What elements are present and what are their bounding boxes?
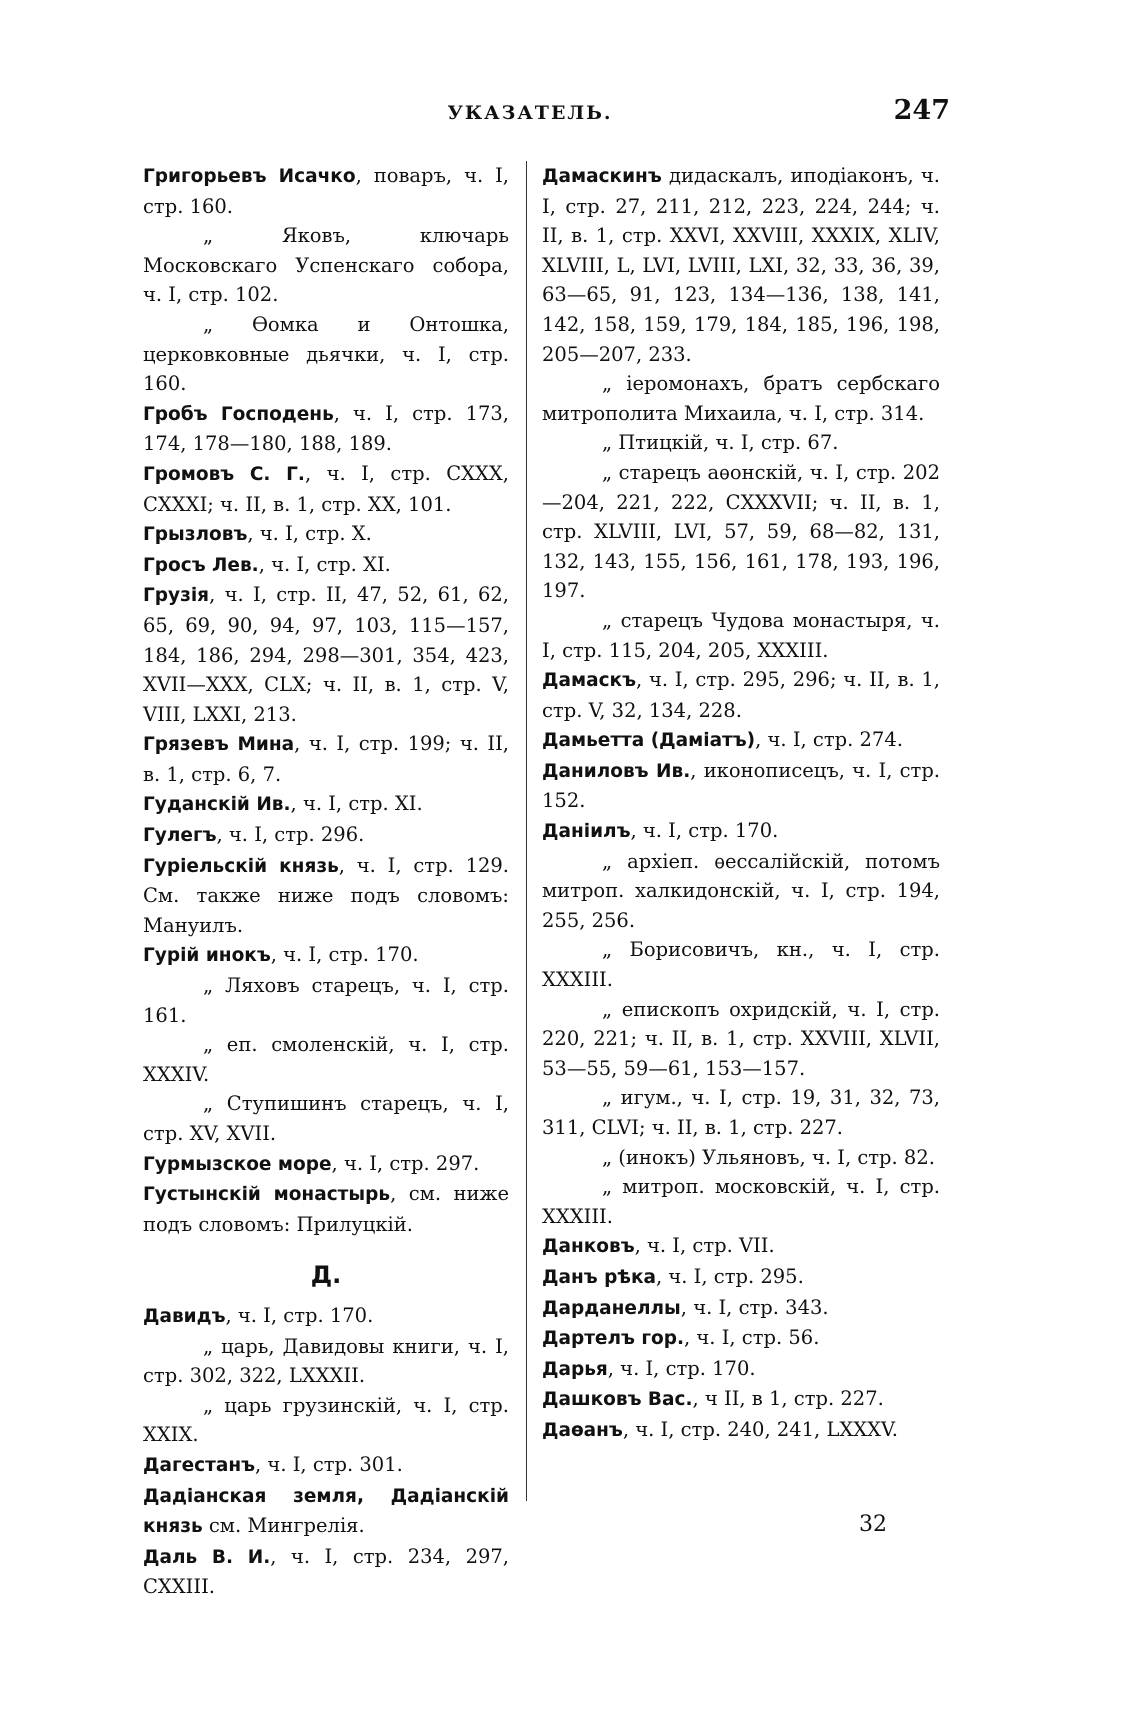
entry-headword: Гуданскій Ив. [143, 794, 291, 816]
entry-references: „ царь, Давидовы книги, ч. I, стр. 302, 322, LXXXII. [143, 1334, 509, 1388]
entry-references: „ еп. смоленскій, ч. I, стр. XXXIV. [143, 1033, 509, 1086]
entry-references: , ч. I, стр. 240, 241, LXXXV. [622, 1417, 898, 1441]
entry-references: „ царь грузинскій, ч. I, стр. XXIX. [143, 1393, 509, 1447]
index-entry [542, 1293, 940, 1324]
index-entry [542, 995, 940, 1084]
index-entry [542, 606, 940, 665]
index-entry [143, 820, 509, 851]
index-entry [542, 1231, 940, 1262]
entry-headword: Гурій инокъ [143, 945, 271, 967]
entry-headword: Данковъ [542, 1236, 635, 1258]
index-entry [143, 1089, 509, 1148]
right-entries [542, 161, 940, 1446]
entry-headword: Гросъ Лев. [143, 554, 259, 576]
index-entry [143, 1149, 509, 1180]
entry-references: , ч. I, стр. XI. [290, 792, 423, 816]
entry-references: , ч. I, стр. 295, 296; ч. II, в. 1, стр. V, 32, 134, 228. [542, 668, 940, 722]
entry-references: „ Яковъ, ключарь Московскаго Успенскаго собора, ч. I, стр. 102. [143, 224, 509, 307]
index-entry [143, 1332, 509, 1391]
entry-references: , ч. I, стр. 129. См. также ниже подъ словомъ: Мануилъ. [143, 853, 509, 937]
entry-headword: Дамаскинъ [542, 166, 662, 187]
index-entry [542, 847, 940, 936]
index-entry [143, 221, 509, 310]
entry-references: , поваръ, ч. I, стр. 160. [143, 164, 510, 218]
index-entry [143, 310, 509, 399]
entry-headword: Гурмызское море [143, 1153, 332, 1175]
index-entry [542, 1083, 940, 1142]
index-entry [143, 1391, 509, 1450]
entry-headword: Гуріельскій князь [143, 855, 339, 877]
entry-headword: Дамьетта (Даміатъ) [542, 730, 756, 752]
index-entry [542, 1172, 940, 1231]
entry-headword: Данъ рѣка [542, 1266, 656, 1288]
index-entry [143, 1030, 509, 1089]
entry-references: „ Өомка и Онтошка, церковковные дьячки, ч. I, стр. 160. [143, 312, 509, 396]
index-entry [542, 1384, 940, 1415]
entry-references: , ч. I, стр. 234, 297, CXXIII. [143, 1544, 509, 1599]
entry-references: , ч. I, стр. 296. [216, 823, 365, 847]
entry-references: „ Птицкій, ч. I, стр. 67. [602, 431, 839, 455]
index-entry [143, 550, 509, 581]
entry-references: , ч. I, стр. VII. [634, 1234, 775, 1258]
right-column [542, 161, 940, 1446]
index-entry [143, 399, 509, 459]
entry-references: „ (инокъ) Ульяновъ, ч. I, стр. 82. [602, 1145, 935, 1169]
entry-references: „ архіеп. ѳессалійскій, потомъ митроп. халкидонскій, ч. I, стр. 194, 255, 256. [542, 849, 940, 932]
index-entry [542, 1323, 940, 1354]
entry-references: „ Ступишинъ старецъ, ч. I, стр. XV, XVII. [143, 1092, 509, 1145]
entry-references: „ митроп. московскій, ч. I, стр. XXXIII. [542, 1175, 940, 1228]
entry-headword: Грузія [143, 585, 210, 607]
index-entry [542, 725, 940, 756]
entry-headword: Даѳанъ [542, 1419, 623, 1441]
entry-references: , ч. I, стр. 343. [680, 1295, 829, 1319]
index-entry [542, 369, 940, 428]
running-title: УКАЗАТЕЛЬ. [447, 102, 613, 124]
entry-headword: Дагестанъ [143, 1454, 256, 1476]
index-entry [143, 1450, 509, 1481]
entry-headword: Давидъ [143, 1305, 226, 1327]
index-entry [143, 459, 509, 519]
entry-references: „ старецъ аѳонскій, ч. I, стр. 202—204, 221, 222, CXXXVII; ч. II, в. 1, стр. XLVIII, LVI, 57, 59, 68—82, 131, 132, 143, 155, 156, 161, 178, 193, 196, 197. [542, 460, 940, 603]
entry-headword: Дарья [542, 1358, 608, 1380]
index-entry [542, 935, 940, 994]
left-entries-d [143, 1301, 509, 1602]
entry-headword: Даніилъ [542, 821, 631, 843]
index-entry [542, 665, 940, 725]
entry-references: , ч. I, стр. II, 47, 52, 61, 62, 65, 69, 90, 94, 97, 103, 115—157, 184, 186, 294, 298—301, 354, 423, XVII—XXX, CLX; ч. II, в. 1, стр. V, VIII, LXXI, 213. [143, 583, 509, 726]
entry-references: , ч. I, стр. 170. [630, 819, 779, 843]
entry-headword: Даль В. И. [143, 1546, 271, 1568]
entry-headword: Грязевъ Мина [143, 734, 295, 756]
index-entry [143, 1542, 509, 1602]
entry-references: , ч. I, стр. 170. [270, 943, 419, 967]
entry-headword: Григорьевъ Исачко [143, 166, 356, 187]
entry-headword: Дадіанская земля, Дадіанскій князь [143, 1485, 509, 1538]
entry-references: „ игум., ч. I, стр. 19, 31, 32, 73, 311, CLVI; ч. II, в. 1, стр. 227. [542, 1086, 940, 1139]
entry-references: , см. ниже подъ словомъ: Прилуцкій. [143, 1182, 509, 1236]
index-entry [542, 1354, 940, 1385]
entry-references: , ч. I, стр. 170. [225, 1303, 374, 1327]
index-entry [143, 1179, 509, 1239]
entry-headword: Дашковъ Вас. [542, 1389, 693, 1411]
entry-headword: Даниловъ Ив. [542, 760, 691, 782]
entry-references: , ч. I, стр. X. [247, 522, 372, 546]
index-entry [542, 1415, 940, 1446]
entry-references: „ епископъ охридскій, ч. I, стр. 220, 221; ч. II, в. 1, стр. XXVIII, XLVII, 53—55, 59—61, 153—157. [542, 997, 940, 1080]
index-entry [143, 851, 509, 941]
index-entry [542, 1262, 940, 1293]
entry-headword: Густынскій монастырь [143, 1184, 391, 1206]
entry-headword: Гулегъ [143, 825, 217, 847]
entry-references: , ч. I, стр. 301. [255, 1452, 403, 1476]
index-entry [143, 971, 509, 1030]
index-entry [143, 789, 509, 820]
section-heading-d: Д. [310, 1261, 342, 1290]
entry-headword: Громовъ С. Г. [143, 463, 305, 485]
entry-references: „ іеромонахъ, братъ сербскаго митрополита Михаила, ч. I, стр. 314. [542, 372, 940, 425]
entry-headword: Дартелъ гор. [542, 1328, 685, 1350]
entry-headword: Гробъ Господень [143, 403, 334, 425]
left-entries [143, 161, 509, 1239]
index-entry [143, 580, 509, 729]
column-divider [526, 161, 527, 1501]
entry-references: „ Борисовичъ, кн., ч. I, стр. XXXIII. [542, 938, 940, 992]
index-entry [542, 1143, 940, 1173]
left-column [143, 161, 509, 1602]
index-entry [542, 428, 940, 458]
entry-references: см. Мингрелія. [202, 1514, 365, 1538]
entry-references: , ч. I, стр. XI. [258, 552, 391, 576]
index-entry [542, 161, 940, 369]
entry-references: , ч. I, стр. 170. [607, 1356, 756, 1380]
index-entry [143, 1481, 509, 1542]
entry-references: , ч II, в 1, стр. 227. [692, 1387, 884, 1411]
entry-references: , ч. I, стр. 297. [331, 1151, 480, 1175]
index-entry [542, 458, 940, 606]
entry-headword: Дарданеллы [542, 1297, 681, 1319]
index-entry [542, 816, 940, 847]
index-entry [143, 940, 509, 971]
entry-headword: Дамаскъ [542, 670, 636, 692]
index-entry [143, 519, 509, 550]
entry-references: , ч. I, стр. 274. [755, 728, 903, 752]
entry-references: , иконописецъ, ч. I, стр. 152. [542, 758, 941, 813]
entry-references: „ старецъ Чудова монастыря, ч. I, стр. 115, 204, 205, XXXIII. [542, 608, 940, 662]
entry-references: , ч. I, стр. 56. [684, 1326, 820, 1350]
entry-references: , ч. I, стр. 295. [655, 1264, 804, 1288]
page-number: 247 [893, 95, 950, 126]
index-entry [143, 729, 509, 789]
entry-references: , ч. I, стр. CXXX, CXXXI; ч. II, в. 1, стр. XX, 101. [143, 461, 510, 516]
index-entry [542, 756, 940, 816]
index-entry [143, 1301, 509, 1332]
entry-headword: Грызловъ [143, 524, 248, 546]
signature-mark: 32 [859, 1512, 887, 1537]
entry-references: дидаскалъ, иподіаконъ, ч. I, стр. 27, 211, 212, 223, 224, 244; ч. II, в. 1, стр. XXVI, XXVIII, XXXIX, XLIV, XLVIII, L, LVI, LVIII, LXI, 32, 33, 36, 39, 63—65, 91, 123, 134—136, 138, 141, 142, 158, 159, 179, 184, 185, 196, 198, 205—207, 233. [542, 164, 940, 366]
index-entry [143, 161, 509, 221]
entry-references: , ч. I, стр. 199; ч. II, в. 1, стр. 6, 7. [143, 732, 509, 786]
entry-references: „ Ляховъ старецъ, ч. I, стр. 161. [143, 974, 509, 1027]
entry-references: , ч. I, стр. 173, 174, 178—180, 188, 189. [143, 401, 509, 456]
